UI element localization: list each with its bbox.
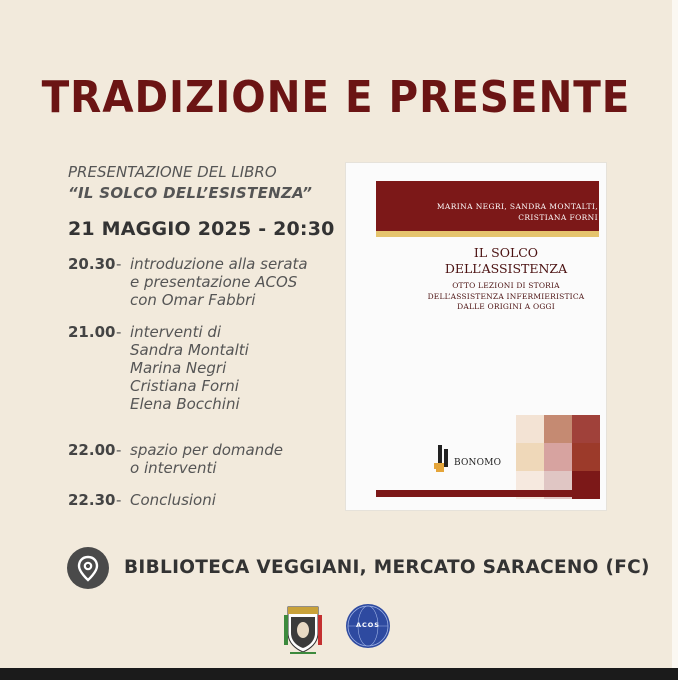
cover-mosaic: [516, 415, 600, 499]
event-location: BIBLIOTECA VEGGIANI, MERCATO SARACENO (FC): [124, 557, 650, 578]
cover-gold-stripe: [376, 231, 599, 237]
mosaic-tile: [516, 443, 544, 471]
event-date: 21 MAGGIO 2025 - 20:30: [68, 218, 335, 240]
mosaic-tile: [516, 415, 544, 443]
schedule-item: 20.30- introduzione alla serata e presentazione ACOS con Omar Fabbri: [68, 255, 308, 309]
schedule-item: 21.00- interventi di Sandra Montalti Marina Negri Cristiana Forni Elena Bocchini: [68, 323, 249, 413]
schedule-time: 22.30: [68, 491, 116, 509]
schedule-line: spazio per domande: [130, 441, 283, 459]
schedule-item: 22.30- Conclusioni: [68, 491, 216, 509]
publisher-mark-icon: [434, 443, 456, 473]
book-name: “IL SOLCO DELL’ESISTENZA”: [68, 184, 313, 202]
schedule-time: 21.00: [68, 323, 116, 341]
acos-logo: [346, 604, 390, 648]
mosaic-tile: [572, 443, 600, 471]
presentation-block: [68, 162, 312, 204]
schedule-line: introduzione alla serata: [130, 255, 308, 273]
schedule-line: Marina Negri: [130, 359, 227, 377]
book-cover: [346, 163, 606, 510]
map-pin-icon: [67, 547, 109, 589]
cover-bottom-band: [376, 490, 599, 497]
frame-edge: [672, 0, 678, 668]
schedule-line: interventi di: [130, 323, 222, 341]
schedule-line: Sandra Montalti: [130, 341, 249, 359]
schedule-line: Elena Bocchini: [130, 395, 240, 413]
schedule-time: 22.00: [68, 441, 116, 459]
cover-title: IL SOLCO DELL’ASSISTENZA: [444, 245, 568, 276]
schedule-line: Conclusioni: [130, 491, 216, 509]
mosaic-tile: [572, 415, 600, 443]
comune-crest-logo: [282, 603, 324, 655]
publisher-name: BONOMO: [454, 458, 502, 468]
schedule-line: e presentazione ACOS: [130, 273, 298, 291]
acos-logo-text: ACOS: [355, 621, 380, 629]
mosaic-tile: [544, 415, 572, 443]
schedule-line: Cristiana Forni: [130, 377, 239, 395]
bottom-bar: [0, 668, 678, 680]
schedule-item: 22.00- spazio per domande o interventi: [68, 441, 283, 477]
schedule-time: 20.30: [68, 255, 116, 273]
mosaic-tile: [544, 443, 572, 471]
cover-authors: MARINA NEGRI, SANDRA MONTALTI, CRISTIANA FORNI: [436, 202, 598, 222]
presentation-label: PRESENTAZIONE DEL LIBRO: [68, 163, 277, 181]
page-title: TRADIZIONE E PRESENTE: [41, 72, 631, 123]
schedule-line: o interventi: [130, 459, 217, 477]
cover-subtitle: OTTO LEZIONI DI STORIA DELL’ASSISTENZA INFERMIERISTICA DALLE ORIGINI A OGGI: [427, 281, 585, 311]
schedule-line: con Omar Fabbri: [130, 291, 256, 309]
